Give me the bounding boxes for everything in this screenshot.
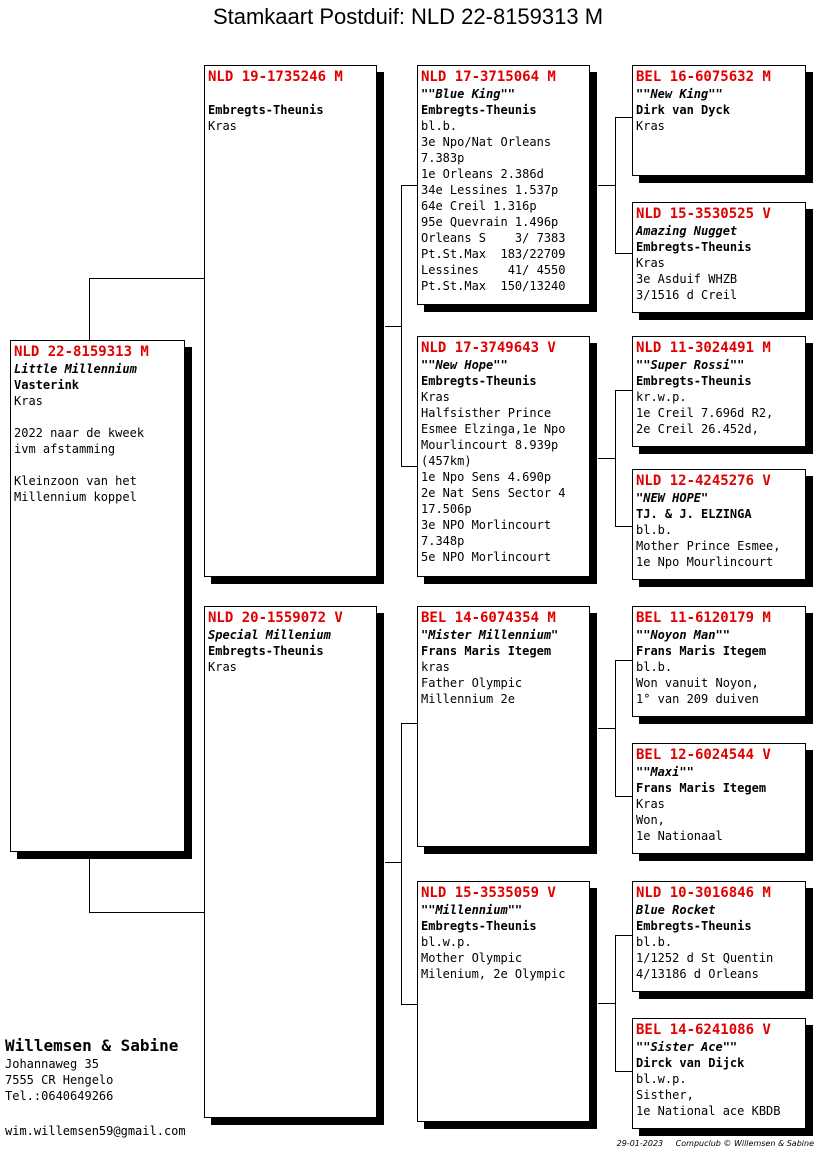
pigeon-name: Amazing Nugget — [636, 224, 738, 238]
info-line: bl.b. — [636, 660, 673, 674]
info-line: Kras — [208, 660, 237, 674]
info-line: Esmee Elzinga,1e Npo — [421, 422, 566, 436]
pigeon-name: "Mister Millennium" — [421, 628, 559, 642]
info-line: 3e Asduif WHZB — [636, 272, 738, 286]
pigeon-card-mmf[interactable] — [632, 881, 806, 992]
owner-name: Embregts-Theunis — [636, 919, 752, 933]
connector — [615, 660, 616, 797]
connector — [615, 660, 632, 661]
connector — [401, 723, 402, 1005]
pigeon-name: ""Sister Ace"" — [636, 1040, 738, 1054]
ring-number: NLD 10-3016846 M — [636, 885, 771, 901]
info-line: Milenium, 2e Olympic — [421, 967, 566, 981]
info-line: Halfsisther Prince — [421, 406, 552, 420]
connector — [615, 390, 632, 391]
breeder-street: Johannaweg 35 — [5, 1057, 99, 1071]
owner-name: Frans Maris Itegem — [421, 644, 552, 658]
info-line: Kras — [208, 119, 237, 133]
ring-number: BEL 12-6024544 V — [636, 747, 771, 763]
info-line — [14, 409, 181, 425]
info-line: 5e NPO Morlincourt — [421, 550, 552, 564]
ring-number: BEL 14-6074354 M — [421, 610, 556, 626]
info-line: Pt.St.Max 150/13240 — [421, 279, 566, 293]
connector — [385, 326, 402, 327]
connector — [401, 466, 417, 467]
connector — [401, 185, 402, 467]
connector — [615, 796, 632, 797]
connector — [598, 1003, 616, 1004]
info-line: 1e Nationaal — [636, 829, 723, 843]
pigeon-card-mfm[interactable] — [632, 743, 806, 854]
info-line: 2e Nat Sens Sector 4 — [421, 486, 566, 500]
footer-credit: Compuclub © Willemsen & Sabine — [675, 1139, 814, 1148]
connector — [89, 278, 90, 340]
connector — [89, 852, 90, 913]
info-line: Father Olympic — [421, 676, 523, 690]
pigeon-card-father[interactable] — [204, 65, 377, 577]
breeder-name: Willemsen & Sabine — [5, 1036, 179, 1055]
pigeon-card-mm[interactable] — [417, 881, 590, 1122]
info-line: Mother Prince Esmee, — [636, 539, 781, 553]
breeder-email[interactable]: wim.willemsen59@gmail.com — [5, 1124, 186, 1138]
connector — [598, 185, 616, 186]
pigeon-card-mother[interactable] — [204, 606, 377, 1118]
info-line: 2e Creil 26.452d, — [636, 422, 759, 436]
ring-number: NLD 11-3024491 M — [636, 340, 771, 356]
pigeon-name: ""Super Rossi"" — [636, 358, 745, 372]
info-line: Mother Olympic — [421, 951, 523, 965]
info-line: Orleans S 3/ 7383 — [421, 231, 566, 245]
info-line: 1° van 209 duiven — [636, 692, 759, 706]
info-line: Lessines 41/ 4550 — [421, 263, 566, 277]
ring-number: BEL 14-6241086 V — [636, 1022, 771, 1038]
owner-name: Dirk van Dyck — [636, 103, 730, 117]
connector — [615, 935, 616, 1072]
info-line: 7.348p — [421, 534, 465, 548]
info-line: Sisther, — [636, 1088, 694, 1102]
ring-number: NLD 17-3715064 M — [421, 69, 556, 85]
pigeon-card-mf[interactable] — [417, 606, 590, 847]
info-line: 2022 naar de kweek — [14, 426, 145, 440]
pigeon-name: ""Blue King"" — [421, 87, 515, 101]
page-title: Stamkaart Postduif: NLD 22-8159313 M — [212, 4, 604, 29]
ring-number: NLD 20-1559072 V — [208, 610, 343, 626]
pigeon-card-fmf[interactable] — [632, 336, 806, 447]
owner-name: Vasterink — [14, 378, 80, 392]
info-line: 1e Npo Sens 4.690p — [421, 470, 552, 484]
footer-date: 29-01-2023 — [616, 1139, 664, 1148]
info-line: 1e National ace KBDB — [636, 1104, 781, 1118]
connector — [615, 390, 616, 527]
pigeon-name: ""Maxi"" — [636, 765, 694, 779]
footer — [607, 1139, 814, 1148]
pigeon-name — [208, 86, 373, 102]
breeder-address — [5, 1036, 178, 1104]
pigeon-name: ""New Hope"" — [421, 358, 508, 372]
owner-name: Embregts-Theunis — [421, 374, 537, 388]
ring-number: NLD 22-8159313 M — [14, 344, 149, 360]
pigeon-card-ffm[interactable] — [632, 202, 806, 313]
info-line: bl.w.p. — [636, 1072, 687, 1086]
info-line: 3e NPO Morlincourt — [421, 518, 552, 532]
connector — [401, 1004, 417, 1005]
owner-name: TJ. & J. ELZINGA — [636, 507, 752, 521]
info-line: 17.506p — [421, 502, 472, 516]
pigeon-card-fmm[interactable] — [632, 469, 806, 580]
info-line: 95e Quevrain 1.496p — [421, 215, 559, 229]
connector — [385, 862, 402, 863]
pigeon-card-mmm[interactable] — [632, 1018, 806, 1129]
connector — [615, 117, 616, 254]
info-line: bl.w.p. — [421, 935, 472, 949]
pigeon-name: Special Millenium — [208, 628, 331, 642]
owner-name: Frans Maris Itegem — [636, 644, 767, 658]
info-line: Kras — [636, 256, 665, 270]
breeder-city: 7555 CR Hengelo — [5, 1073, 114, 1087]
pigeon-name: Little Millennium — [14, 362, 137, 376]
connector — [615, 935, 632, 936]
owner-name: Embregts-Theunis — [421, 919, 537, 933]
info-line: Kras — [421, 390, 450, 404]
ring-number: NLD 19-1735246 M — [208, 69, 343, 85]
info-line: 4/13186 d Orleans — [636, 967, 759, 981]
pigeon-name: ""Millennium"" — [421, 903, 523, 917]
ring-number: NLD 15-3535059 V — [421, 885, 556, 901]
info-line: 7.383p — [421, 151, 465, 165]
info-line: 1e Creil 7.696d R2, — [636, 406, 774, 420]
pigeon-name: ""Noyon Man"" — [636, 628, 730, 642]
breeder-phone: Tel.:0640649266 — [5, 1089, 114, 1103]
pigeon-card-ff[interactable] — [417, 65, 590, 305]
owner-name: Embregts-Theunis — [636, 240, 752, 254]
info-line: 1e Npo Mourlincourt — [636, 555, 774, 569]
ring-number: BEL 11-6120179 M — [636, 610, 771, 626]
info-line: kr.w.p. — [636, 390, 687, 404]
connector — [615, 253, 632, 254]
connector — [615, 1071, 632, 1072]
info-line: kras — [421, 660, 450, 674]
info-line: bl.b. — [636, 935, 673, 949]
owner-name: Embregts-Theunis — [636, 374, 752, 388]
connector — [598, 458, 616, 459]
pigeon-card-fm[interactable] — [417, 336, 590, 577]
connector — [615, 526, 632, 527]
info-line: 34e Lessines 1.537p — [421, 183, 559, 197]
connector — [401, 185, 417, 186]
info-line: Kras — [14, 394, 43, 408]
info-line: 3e Npo/Nat Orleans — [421, 135, 552, 149]
owner-name: Embregts-Theunis — [208, 644, 324, 658]
ring-number: NLD 15-3530525 V — [636, 206, 771, 222]
info-line: bl.b. — [421, 119, 458, 133]
info-line: bl.b. — [636, 523, 673, 537]
connector — [401, 723, 417, 724]
info-line: 1/1252 d St Quentin — [636, 951, 774, 965]
connector — [89, 278, 204, 279]
pigeon-card-subject[interactable] — [10, 340, 185, 852]
info-line: Kras — [636, 797, 665, 811]
info-line — [14, 457, 181, 473]
info-line: 3/1516 d Creil — [636, 288, 738, 302]
ring-number: NLD 17-3749643 V — [421, 340, 556, 356]
info-line: Kras — [636, 119, 665, 133]
info-line: Millennium 2e — [421, 692, 515, 706]
connector — [89, 912, 204, 913]
info-line: 64e Creil 1.316p — [421, 199, 537, 213]
info-line: Millennium koppel — [14, 490, 137, 504]
owner-name: Embregts-Theunis — [208, 103, 324, 117]
info-line: 1e Orleans 2.386d — [421, 167, 544, 181]
info-line: Mourlincourt 8.939p — [421, 438, 559, 452]
ring-number: NLD 12-4245276 V — [636, 473, 771, 489]
info-line: Won vanuit Noyon, — [636, 676, 759, 690]
pigeon-name: "NEW HOPE" — [636, 491, 709, 505]
info-line: (457km) — [421, 454, 472, 468]
connector — [598, 728, 616, 729]
owner-name: Dirck van Dijck — [636, 1056, 745, 1070]
connector — [615, 117, 632, 118]
ring-number: BEL 16-6075632 M — [636, 69, 771, 85]
owner-name: Frans Maris Itegem — [636, 781, 767, 795]
owner-name: Embregts-Theunis — [421, 103, 537, 117]
info-line: Won, — [636, 813, 665, 827]
pigeon-card-mff[interactable] — [632, 606, 806, 717]
info-line: ivm afstamming — [14, 442, 116, 456]
info-line: Pt.St.Max 183/22709 — [421, 247, 566, 261]
info-line: Kleinzoon van het — [14, 474, 137, 488]
pigeon-name: Blue Rocket — [636, 903, 716, 917]
pigeon-name: ""New King"" — [636, 87, 723, 101]
pigeon-card-fff[interactable] — [632, 65, 806, 176]
